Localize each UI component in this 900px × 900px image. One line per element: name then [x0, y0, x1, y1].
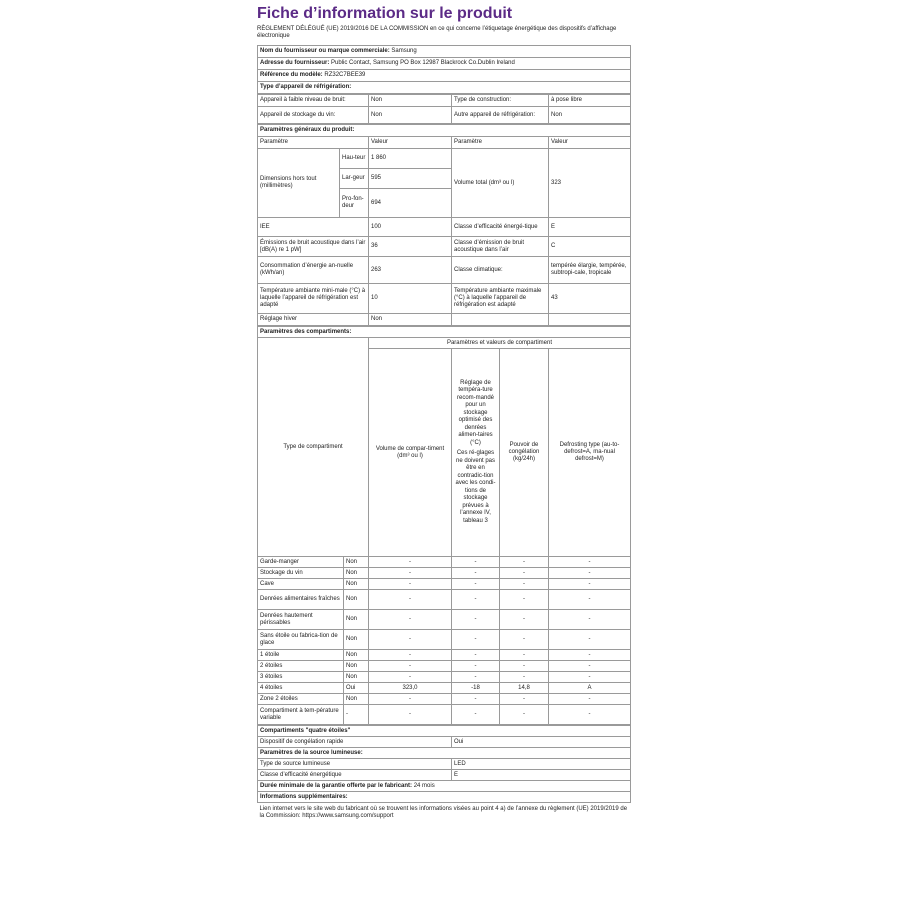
- depth-value: 694: [369, 189, 452, 218]
- model-row: [258, 70, 631, 82]
- compartment-row: [258, 557, 631, 568]
- compartment-defrost: -: [549, 650, 631, 661]
- compartment-volume: -: [369, 557, 452, 568]
- compartment-volume: -: [369, 672, 452, 683]
- compartment-freeze: -: [500, 630, 549, 650]
- info-text: Lien internet vers le site web du fabricant où se trouvent les informations visées au point 4 a) de l’annexe du règlement (UE) 2019/2019 de la Commission:: [259, 806, 628, 819]
- compartment-present: -: [344, 705, 369, 725]
- energy-class-value: E: [549, 218, 631, 237]
- info-row: [258, 803, 631, 824]
- compartment-defrost: -: [549, 579, 631, 590]
- compartment-temp: -: [452, 610, 500, 630]
- compartment-temp: -: [452, 568, 500, 579]
- defrost-header: Defrosting type (au-to-defrost=A, ma-nual defrost=M): [549, 349, 631, 557]
- compartment-defrost: -: [549, 568, 631, 579]
- other-value: Non: [549, 107, 631, 124]
- noise-class-value: C: [549, 237, 631, 257]
- compartment-row: [258, 672, 631, 683]
- max-temp-value: 43: [549, 284, 631, 314]
- compartment-row: [258, 683, 631, 694]
- construction-label: Type de construction:: [452, 95, 549, 107]
- low-noise-value: Non: [369, 95, 452, 107]
- compartment-name: 1 étoile: [258, 650, 344, 661]
- guarantee-row: [258, 781, 631, 792]
- compartment-freeze: -: [500, 650, 549, 661]
- compartment-present: Oui: [344, 683, 369, 694]
- compartment-name: Cave: [258, 579, 344, 590]
- general-section: Paramètres généraux du produit:: [258, 125, 631, 137]
- compartment-row: [258, 694, 631, 705]
- compartment-freeze: -: [500, 579, 549, 590]
- depth-label: Pro-fon-deur: [340, 189, 369, 218]
- compartment-defrost: -: [549, 590, 631, 610]
- consumption-value: 263: [369, 257, 452, 284]
- compartment-volume: -: [369, 568, 452, 579]
- compartment-present: Non: [344, 661, 369, 672]
- compartment-row: [258, 705, 631, 725]
- low-noise-label: Appareil à faible niveau de bruit:: [258, 95, 369, 107]
- noise-class-label: Classe d’émission de bruit acoustique dans l’air: [452, 237, 549, 257]
- compartment-volume: -: [369, 579, 452, 590]
- volume-label: Volume total (dm³ ou l): [452, 149, 549, 218]
- supplier-name-value: Samsung: [391, 48, 417, 54]
- compartment-volume: -: [369, 705, 452, 725]
- fast-freeze-value: Oui: [452, 737, 631, 748]
- compartment-defrost: -: [549, 694, 631, 705]
- compartment-temp: -: [452, 705, 500, 725]
- max-temp-label: Température ambiante maximale (°C) à laquelle l’appareil de réfrigération est adapté: [452, 284, 549, 314]
- winter-label: Réglage hiver: [258, 314, 369, 326]
- empty-cell: [452, 314, 549, 326]
- compartment-row: [258, 650, 631, 661]
- noise-value: 36: [369, 237, 452, 257]
- height-value: 1 860: [369, 149, 452, 169]
- compartment-row: [258, 579, 631, 590]
- compartment-temp: -: [452, 557, 500, 568]
- dimensions-label: Dimensions hors tout (millimètres): [258, 149, 340, 218]
- compartment-freeze: -: [500, 590, 549, 610]
- compartment-present: Non: [344, 568, 369, 579]
- consumption-label: Consommation d’énergie an-nuelle (kWh/an): [258, 257, 369, 284]
- supplier-table: [257, 45, 631, 94]
- col-value-1: Valeur: [369, 137, 452, 149]
- height-label: Hau-teur: [340, 149, 369, 169]
- compartment-defrost: -: [549, 557, 631, 568]
- general-params-table: [257, 124, 631, 326]
- col-value-2: Valeur: [549, 137, 631, 149]
- min-temp-label: Température ambiante mini-male (°C) à laquelle l’appareil de réfrigération est adapté: [258, 284, 369, 314]
- compartment-name: 3 étoiles: [258, 672, 344, 683]
- support-link[interactable]: https://www.samsung.com/support: [302, 813, 394, 819]
- compartment-volume: -: [369, 650, 452, 661]
- supplier-address-value: Public Contact, Samsung PO Box 12987 Blackrock Co.Dublin Ireland: [331, 60, 515, 66]
- fast-freeze-label: Dispositif de congélation rapide: [258, 737, 452, 748]
- volume-value: 323: [549, 149, 631, 218]
- compartment-temp: -: [452, 694, 500, 705]
- compartment-present: Non: [344, 579, 369, 590]
- compartment-row: [258, 568, 631, 579]
- compartment-temp: -18: [452, 683, 500, 694]
- supplier-name-label: Nom du fournisseur ou marque commerciale:: [260, 48, 390, 54]
- compartment-temp: -: [452, 579, 500, 590]
- compartment-defrost: -: [549, 705, 631, 725]
- supplier-name-row: [258, 46, 631, 58]
- compartment-freeze: -: [500, 568, 549, 579]
- light-class-value: E: [452, 770, 631, 781]
- appliance-type-section: Type d’appareil de réfrigération:: [258, 82, 631, 94]
- compartment-temp: -: [452, 590, 500, 610]
- model-label: Référence du modèle:: [260, 72, 323, 78]
- compartment-row: [258, 661, 631, 672]
- light-section: Paramètres de la source lumineuse:: [258, 748, 631, 759]
- freeze-header: Pouvoir de congélation (kg/24h): [500, 349, 549, 557]
- guarantee-value: 24 mois: [413, 782, 435, 789]
- compartment-volume: 323,0: [369, 683, 452, 694]
- compartment-name: Sans étoile ou fabrica-tion de glace: [258, 630, 344, 650]
- compartment-volume: -: [369, 694, 452, 705]
- guarantee-label: Durée minimale de la garantie offerte par le fabricant:: [260, 782, 413, 789]
- min-temp-value: 10: [369, 284, 452, 314]
- compartment-temp: -: [452, 630, 500, 650]
- other-label: Autre appareil de réfrigération:: [452, 107, 549, 124]
- compartment-present: Non: [344, 694, 369, 705]
- compartment-row: [258, 630, 631, 650]
- volume-header: Volume de compar-timent (dm³ ou l): [369, 349, 452, 557]
- compartment-name: Stockage du vin: [258, 568, 344, 579]
- light-type-label: Type de source lumineuse: [258, 759, 452, 770]
- compartment-row: [258, 610, 631, 630]
- compartment-freeze: -: [500, 694, 549, 705]
- wine-label: Appareil de stockage du vin:: [258, 107, 369, 124]
- compartment-freeze: 14,8: [500, 683, 549, 694]
- compartment-name: 4 étoiles: [258, 683, 344, 694]
- compartment-name: Compartiment à tem-pérature variable: [258, 705, 344, 725]
- four-star-table: [257, 725, 631, 823]
- appliance-type-table: [257, 94, 631, 124]
- empty-cell: [549, 314, 631, 326]
- winter-value: Non: [369, 314, 452, 326]
- energy-class-label: Classe d’efficacité énergé-tique: [452, 218, 549, 237]
- compartment-temp: -: [452, 672, 500, 683]
- temp-note: Ces ré-glages ne doivent pas être en contradic-tion avec les condi-tions de stockage prévues à l’annexe IV, tableau 3: [455, 450, 496, 524]
- model-value: RZ32C7BEE39: [324, 72, 366, 78]
- page-title: Fiche d’information sur le produit: [257, 5, 513, 22]
- compartment-name: 2 étoiles: [258, 661, 344, 672]
- temp-header-cell: [452, 349, 500, 557]
- compartment-volume: -: [369, 630, 452, 650]
- compartments-table: [257, 326, 631, 725]
- iee-value: 100: [369, 218, 452, 237]
- compartment-present: Non: [344, 557, 369, 568]
- compartment-name: Garde-manger: [258, 557, 344, 568]
- compartment-freeze: -: [500, 672, 549, 683]
- compartment-temp: -: [452, 650, 500, 661]
- compartment-volume: -: [369, 661, 452, 672]
- compartment-defrost: -: [549, 672, 631, 683]
- type-header: Type de compartiment: [258, 338, 369, 557]
- compartments-section: Paramètres des compartiments:: [258, 327, 631, 338]
- light-type-value: LED: [452, 759, 631, 770]
- compartment-present: Non: [344, 590, 369, 610]
- temp-header: Réglage de tempéra-ture recom-mandé pour un stockage optimisé des denrées alimen-taires (°C): [456, 379, 494, 446]
- iee-label: IEE: [258, 218, 369, 237]
- group-header: Paramètres et valeurs de compartiment: [369, 338, 631, 349]
- compartment-present: Non: [344, 630, 369, 650]
- compartment-temp: -: [452, 661, 500, 672]
- construction-value: à pose libre: [549, 95, 631, 107]
- compartment-name: Zone 2 étoiles: [258, 694, 344, 705]
- compartment-freeze: -: [500, 661, 549, 672]
- compartment-name: Denrées alimentaires fraîches: [258, 590, 344, 610]
- compartment-defrost: -: [549, 610, 631, 630]
- compartment-present: Non: [344, 650, 369, 661]
- col-param-2: Paramètre: [452, 137, 549, 149]
- noise-label: Émissions de bruit acoustique dans l’air [dB(A) re 1 pW]: [258, 237, 369, 257]
- climate-label: Classe climatique:: [452, 257, 549, 284]
- compartment-defrost: -: [549, 630, 631, 650]
- compartment-row: [258, 590, 631, 610]
- compartment-volume: -: [369, 590, 452, 610]
- compartment-defrost: -: [549, 661, 631, 672]
- wine-value: Non: [369, 107, 452, 124]
- width-label: Lar-geur: [340, 169, 369, 189]
- info-section: Informations supplémentaires:: [258, 792, 631, 803]
- product-information-sheet: [257, 5, 630, 823]
- compartment-volume: -: [369, 610, 452, 630]
- compartment-name: Denrées hautement périssables: [258, 610, 344, 630]
- compartment-rows: [258, 557, 631, 725]
- climate-value: tempérée élargie, tempérée, subtropi-cale, tropicale: [549, 257, 631, 284]
- light-class-label: Classe d’efficacité énergétique: [258, 770, 452, 781]
- compartment-defrost: A: [549, 683, 631, 694]
- compartment-freeze: -: [500, 610, 549, 630]
- compartment-freeze: -: [500, 557, 549, 568]
- four-star-section: Compartiments "quatre étoiles": [258, 726, 631, 737]
- compartment-freeze: -: [500, 705, 549, 725]
- col-param-1: Paramètre: [258, 137, 369, 149]
- regulation-subtitle: RÈGLEMENT DÉLÉGUÉ (UE) 2019/2016 DE LA COMMISSION en ce qui concerne l’étiquetage énergétique des dispositifs d’affichage électronique: [257, 26, 617, 39]
- supplier-address-row: [258, 58, 631, 70]
- compartment-present: Non: [344, 672, 369, 683]
- supplier-address-label: Adresse du fournisseur:: [260, 60, 330, 66]
- width-value: 595: [369, 169, 452, 189]
- compartment-present: Non: [344, 610, 369, 630]
